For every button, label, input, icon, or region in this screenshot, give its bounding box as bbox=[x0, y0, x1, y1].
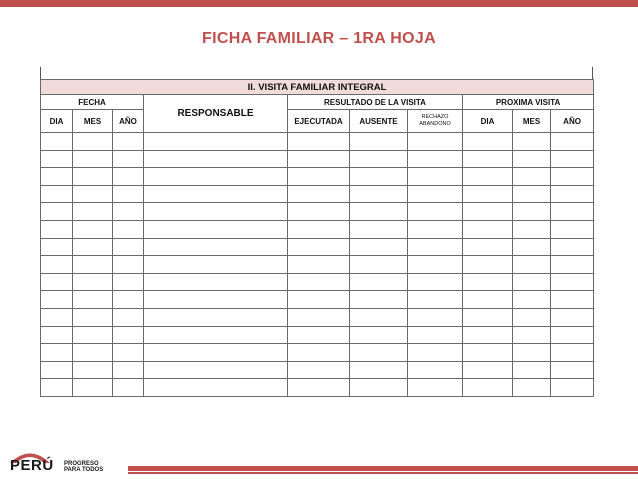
table-cell[interactable] bbox=[463, 168, 513, 186]
table-cell[interactable] bbox=[288, 379, 350, 397]
col-ausente: AUSENTE bbox=[350, 110, 408, 133]
table-cell[interactable] bbox=[463, 273, 513, 291]
table-cell[interactable] bbox=[513, 168, 551, 186]
table-cell[interactable] bbox=[113, 185, 144, 203]
table-cell[interactable] bbox=[41, 238, 73, 256]
table-cell[interactable] bbox=[288, 203, 350, 221]
table-cell[interactable] bbox=[350, 308, 408, 326]
table-cell[interactable] bbox=[513, 150, 551, 168]
table-cell[interactable] bbox=[288, 185, 350, 203]
col-prox-anio: AÑO bbox=[551, 110, 594, 133]
table-cell[interactable] bbox=[463, 220, 513, 238]
form-edge-right bbox=[592, 67, 593, 79]
table-cell[interactable] bbox=[73, 273, 113, 291]
table-cell[interactable] bbox=[350, 291, 408, 309]
table-cell[interactable] bbox=[513, 256, 551, 274]
table-cell[interactable] bbox=[513, 308, 551, 326]
table-cell[interactable] bbox=[288, 150, 350, 168]
table-cell[interactable] bbox=[408, 150, 463, 168]
table-cell[interactable] bbox=[551, 238, 594, 256]
table-cell[interactable] bbox=[463, 291, 513, 309]
table-cell[interactable] bbox=[408, 238, 463, 256]
table-cell[interactable] bbox=[288, 256, 350, 274]
table-cell[interactable] bbox=[408, 326, 463, 344]
table-cell[interactable] bbox=[551, 203, 594, 221]
table-cell[interactable] bbox=[408, 185, 463, 203]
table-cell[interactable] bbox=[463, 326, 513, 344]
form-edge-left bbox=[40, 67, 41, 79]
table-cell[interactable] bbox=[513, 220, 551, 238]
col-prox-mes: MES bbox=[513, 110, 551, 133]
table-row bbox=[41, 220, 594, 238]
table-cell[interactable] bbox=[408, 308, 463, 326]
col-ejecutada: EJECUTADA bbox=[288, 110, 350, 133]
table-cell[interactable] bbox=[288, 361, 350, 379]
table-cell[interactable] bbox=[73, 133, 113, 151]
section-title: II. VISITA FAMILIAR INTEGRAL bbox=[41, 80, 594, 95]
col-rechazo: RECHAZO ABANDONO bbox=[408, 110, 463, 133]
table-cell[interactable] bbox=[73, 291, 113, 309]
table-cell[interactable] bbox=[73, 150, 113, 168]
table-row bbox=[41, 361, 594, 379]
table-cell[interactable] bbox=[408, 203, 463, 221]
table-cell[interactable] bbox=[551, 291, 594, 309]
table-row bbox=[41, 256, 594, 274]
table-row bbox=[41, 326, 594, 344]
table-cell[interactable] bbox=[41, 379, 73, 397]
table-cell[interactable] bbox=[288, 291, 350, 309]
table-cell[interactable] bbox=[113, 361, 144, 379]
table-cell[interactable] bbox=[551, 150, 594, 168]
table-cell[interactable] bbox=[288, 168, 350, 186]
table-cell[interactable] bbox=[463, 133, 513, 151]
table-cell[interactable] bbox=[513, 133, 551, 151]
table-cell[interactable] bbox=[113, 220, 144, 238]
table-cell[interactable] bbox=[350, 273, 408, 291]
table-cell[interactable] bbox=[73, 256, 113, 274]
table-cell[interactable] bbox=[551, 308, 594, 326]
table-row bbox=[41, 150, 594, 168]
table-cell[interactable] bbox=[41, 150, 73, 168]
col-dia: DIA bbox=[41, 110, 73, 133]
table-cell[interactable] bbox=[513, 238, 551, 256]
table-cell[interactable] bbox=[408, 220, 463, 238]
table-cell[interactable] bbox=[551, 185, 594, 203]
group-proxima: PROXIMA VISITA bbox=[463, 95, 594, 110]
table-cell[interactable] bbox=[350, 150, 408, 168]
table-cell[interactable] bbox=[73, 326, 113, 344]
table-cell[interactable] bbox=[551, 326, 594, 344]
group-fecha: FECHA bbox=[41, 95, 144, 110]
table-cell[interactable] bbox=[113, 168, 144, 186]
table-row bbox=[41, 185, 594, 203]
table-cell[interactable] bbox=[551, 361, 594, 379]
table-cell[interactable] bbox=[463, 361, 513, 379]
table-cell[interactable] bbox=[41, 326, 73, 344]
table-cell[interactable] bbox=[73, 238, 113, 256]
table-cell[interactable] bbox=[463, 150, 513, 168]
table-cell[interactable] bbox=[350, 220, 408, 238]
table-cell[interactable] bbox=[113, 203, 144, 221]
table-cell[interactable] bbox=[288, 220, 350, 238]
table-cell[interactable] bbox=[113, 344, 144, 362]
table-cell[interactable] bbox=[551, 168, 594, 186]
table-cell[interactable] bbox=[463, 185, 513, 203]
table-row bbox=[41, 133, 594, 151]
logo-word: PERÚ bbox=[10, 457, 54, 474]
table-cell[interactable] bbox=[41, 133, 73, 151]
table-cell[interactable] bbox=[463, 256, 513, 274]
table-cell[interactable] bbox=[463, 308, 513, 326]
table-cell[interactable] bbox=[41, 273, 73, 291]
table-cell[interactable] bbox=[350, 256, 408, 274]
table-cell[interactable] bbox=[144, 344, 288, 362]
table-cell[interactable] bbox=[288, 238, 350, 256]
table-cell[interactable] bbox=[463, 238, 513, 256]
logo-tagline bbox=[64, 461, 103, 473]
footer-accent-line-thin bbox=[128, 472, 638, 474]
table-cell[interactable] bbox=[408, 256, 463, 274]
table-cell[interactable] bbox=[551, 344, 594, 362]
table-row bbox=[41, 238, 594, 256]
table-cell[interactable] bbox=[113, 326, 144, 344]
table-cell[interactable] bbox=[113, 308, 144, 326]
table-cell[interactable] bbox=[73, 308, 113, 326]
table-row bbox=[41, 308, 594, 326]
table-cell[interactable] bbox=[513, 326, 551, 344]
table-cell[interactable] bbox=[551, 256, 594, 274]
table-cell[interactable] bbox=[73, 379, 113, 397]
table-cell[interactable] bbox=[144, 256, 288, 274]
table-cell[interactable] bbox=[513, 361, 551, 379]
table-cell[interactable] bbox=[551, 379, 594, 397]
table-cell[interactable] bbox=[288, 308, 350, 326]
table-cell[interactable] bbox=[113, 273, 144, 291]
table-cell[interactable] bbox=[144, 308, 288, 326]
table-cell[interactable] bbox=[41, 256, 73, 274]
table-cell[interactable] bbox=[144, 379, 288, 397]
table-cell[interactable] bbox=[73, 185, 113, 203]
table-row bbox=[41, 291, 594, 309]
table-cell[interactable] bbox=[513, 203, 551, 221]
table-cell[interactable] bbox=[463, 203, 513, 221]
table-cell[interactable] bbox=[408, 379, 463, 397]
table-cell[interactable] bbox=[73, 203, 113, 221]
col-mes: MES bbox=[73, 110, 113, 133]
table-cell[interactable] bbox=[551, 220, 594, 238]
col-prox-dia: DIA bbox=[463, 110, 513, 133]
table-cell[interactable] bbox=[41, 220, 73, 238]
table-cell[interactable] bbox=[350, 168, 408, 186]
table-cell[interactable] bbox=[73, 361, 113, 379]
table-cell[interactable] bbox=[144, 326, 288, 344]
table-cell[interactable] bbox=[144, 185, 288, 203]
table-cell[interactable] bbox=[350, 185, 408, 203]
table-cell[interactable] bbox=[513, 185, 551, 203]
table-cell[interactable] bbox=[408, 133, 463, 151]
table-cell[interactable] bbox=[408, 168, 463, 186]
table-cell[interactable] bbox=[144, 291, 288, 309]
table-cell[interactable] bbox=[350, 133, 408, 151]
table-cell[interactable] bbox=[408, 361, 463, 379]
table-cell[interactable] bbox=[113, 133, 144, 151]
table-cell[interactable] bbox=[350, 344, 408, 362]
table-cell[interactable] bbox=[41, 168, 73, 186]
table-cell[interactable] bbox=[551, 273, 594, 291]
table-cell[interactable] bbox=[350, 379, 408, 397]
table-cell[interactable] bbox=[513, 379, 551, 397]
table-cell[interactable] bbox=[408, 291, 463, 309]
table-cell[interactable] bbox=[73, 344, 113, 362]
peru-logo bbox=[6, 449, 126, 475]
table-row bbox=[41, 379, 594, 397]
table-row bbox=[41, 203, 594, 221]
table-cell[interactable] bbox=[463, 344, 513, 362]
table-cell[interactable] bbox=[41, 291, 73, 309]
table-row bbox=[41, 273, 594, 291]
table-cell[interactable] bbox=[144, 220, 288, 238]
table-row bbox=[41, 344, 594, 362]
table-cell[interactable] bbox=[551, 133, 594, 151]
table-row bbox=[41, 168, 594, 186]
table-cell[interactable] bbox=[144, 273, 288, 291]
table-cell[interactable] bbox=[73, 168, 113, 186]
table-cell[interactable] bbox=[113, 379, 144, 397]
table-cell[interactable] bbox=[513, 291, 551, 309]
table-cell[interactable] bbox=[463, 379, 513, 397]
table-cell[interactable] bbox=[350, 326, 408, 344]
logo-tagline-line1: PROGRESO bbox=[64, 461, 99, 467]
footer-accent-line bbox=[128, 466, 638, 471]
table-cell[interactable] bbox=[41, 361, 73, 379]
table-cell[interactable] bbox=[144, 361, 288, 379]
table-cell[interactable] bbox=[113, 291, 144, 309]
group-resultado: RESULTADO DE LA VISITA bbox=[288, 95, 463, 110]
table-cell[interactable] bbox=[350, 238, 408, 256]
table-cell[interactable] bbox=[73, 220, 113, 238]
table-cell[interactable] bbox=[513, 344, 551, 362]
table-cell[interactable] bbox=[408, 344, 463, 362]
table-cell[interactable] bbox=[144, 150, 288, 168]
table-cell[interactable] bbox=[41, 344, 73, 362]
group-responsable: RESPONSABLE bbox=[144, 95, 288, 133]
table-cell[interactable] bbox=[288, 326, 350, 344]
logo-tagline-line2: PARA TODOS bbox=[64, 467, 104, 473]
slide-title: FICHA FAMILIAR – 1RA HOJA bbox=[202, 30, 436, 47]
table-cell[interactable] bbox=[144, 238, 288, 256]
table-cell[interactable] bbox=[41, 203, 73, 221]
table-cell[interactable] bbox=[41, 185, 73, 203]
top-accent-bar bbox=[0, 0, 638, 7]
table-cell[interactable] bbox=[113, 238, 144, 256]
table-cell[interactable] bbox=[144, 168, 288, 186]
table-cell[interactable] bbox=[408, 273, 463, 291]
visit-form bbox=[40, 67, 593, 413]
table-cell[interactable] bbox=[288, 344, 350, 362]
table-cell[interactable] bbox=[288, 133, 350, 151]
table-cell[interactable] bbox=[144, 133, 288, 151]
visit-table bbox=[40, 79, 594, 397]
table-cell[interactable] bbox=[144, 203, 288, 221]
table-cell[interactable] bbox=[350, 203, 408, 221]
table-cell[interactable] bbox=[288, 273, 350, 291]
table-cell[interactable] bbox=[513, 273, 551, 291]
table-cell[interactable] bbox=[113, 150, 144, 168]
table-cell[interactable] bbox=[41, 308, 73, 326]
col-anio: AÑO bbox=[113, 110, 144, 133]
table-cell[interactable] bbox=[113, 256, 144, 274]
table-cell[interactable] bbox=[350, 361, 408, 379]
